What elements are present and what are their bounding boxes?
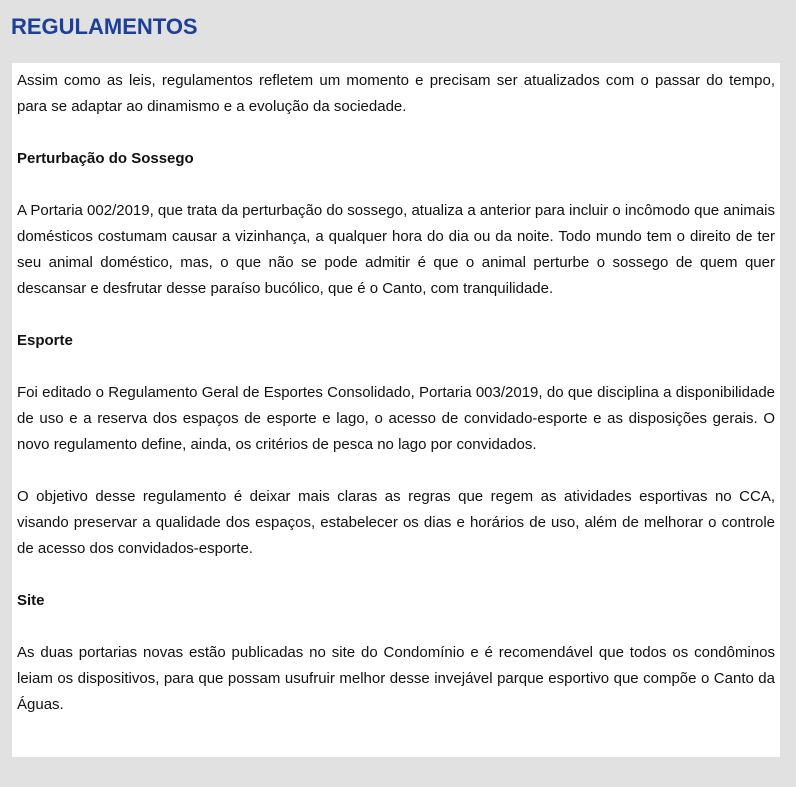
section-heading-esporte: Esporte (17, 332, 73, 349)
section-paragraph-site: As duas portarias novas estão publicadas no site do Condomínio e é recomendável que todos os condôminos leiam os dispositivos, para que possam usufruir melhor desse invejável parque esportivo que compõe o Canto da Águas. (17, 644, 775, 713)
section-paragraph-perturbacao: A Portaria 002/2019, que trata da perturbação do sossego, atualiza a anterior para incluir o incômodo que animais domésticos costumam causar a vizinhança, a qualquer hora do dia ou da noite. Todo mundo tem o direito de ter seu animal doméstico, mas, o que não se pode admitir é que o animal perturbe o sossego de quem quer descansar e desfrutar desse paraíso bucólico, que é o Canto, com tranquilidade. (17, 202, 775, 297)
paragraph-gap (17, 354, 775, 380)
section-paragraph-esporte-2: O objetivo desse regulamento é deixar mais claras as regras que regem as atividades esportivas no CCA, visando preservar a qualidade dos espaços, estabelecer os dias e horários de uso, além de melhorar o controle de acesso dos convidados-esporte. (17, 488, 775, 557)
paragraph-gap (17, 302, 775, 328)
paragraph-gap (17, 120, 775, 146)
intro-paragraph: Assim como as leis, regulamentos refletem um momento e precisam ser atualizados com o passar do tempo, para se adaptar ao dinamismo e a evolução da sociedade. (17, 72, 775, 115)
content-box (12, 63, 780, 757)
section-heading-site: Site (17, 592, 45, 609)
section-paragraph-esporte-1: Foi editado o Regulamento Geral de Esportes Consolidado, Portaria 003/2019, do que disciplina a disponibilidade de uso e a reserva dos espaços de esporte e lago, o acesso de convidado-esporte e as disposições gerais. O novo regulamento define, ainda, os critérios de pesca no lago por convidados. (17, 384, 775, 453)
paragraph-gap (17, 172, 775, 198)
paragraph-gap (17, 614, 775, 640)
page-title: REGULAMENTOS (11, 14, 198, 39)
section-heading-perturbacao: Perturbação do Sossego (17, 150, 194, 167)
paragraph-gap (17, 562, 775, 588)
paragraph-gap (17, 458, 775, 484)
